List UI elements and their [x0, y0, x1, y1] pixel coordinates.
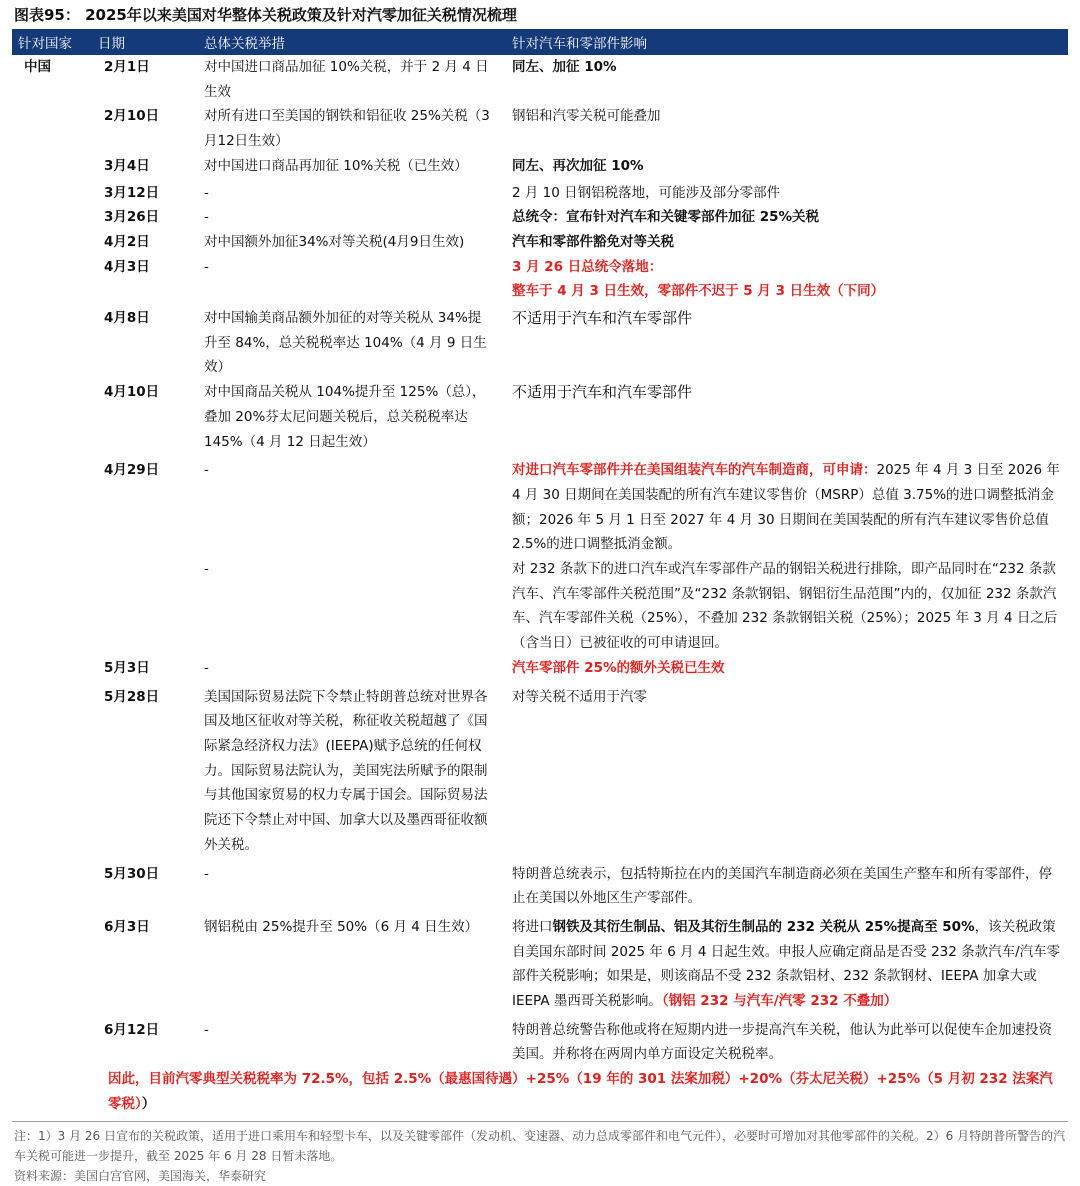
cell-date: 5月28日 — [104, 688, 160, 705]
cell-impact: 对 232 条款下的进口汽车或汽车零部件产品的钢铝关税进行排除，即产品同时在“232 条款汽车、汽车零部件关税范围”及“232 条款钢铝、钢铝衍生品范围”内的，仅加征 232 条款汽车、汽车零部件关税（25%），不叠加 232 条款钢铝关税（25%）；2025 年 3 月 4 日之后（含当日）已被征收的可申请退回。 — [512, 561, 1058, 652]
table-row — [12, 454, 1068, 557]
table-row — [12, 230, 1068, 255]
note: 注：1）3 月 26 日宣布的关税政策，适用于进口乘用车和轻型卡车，以及关键零部件（发动机、变速器、动力总成零部件和电气元件），必要时可增加对其他零部件的关税。2）6 月特朗普所警告的汽车关税可能进一步提升，截至 2025 年 6 月 28 日暂未落地。 — [14, 1128, 1066, 1163]
cell-impact — [506, 255, 1068, 304]
cell-measure: 钢铝税由 25%提升至 50%（6 月 4 日生效） — [204, 918, 479, 935]
impact-highlight: 对进口汽车零部件并在美国组装汽车的汽车制造商，可申请： — [512, 462, 877, 479]
cell-date: 4月2日 — [104, 233, 150, 250]
summary — [12, 1067, 1068, 1116]
cell-impact: 不适用于汽车和汽车零部件 — [512, 383, 693, 402]
header-country: 针对国家 — [18, 36, 72, 52]
cell-measure: 对中国额外加征34%对等关税(4月9日生效) — [204, 233, 465, 250]
cell-date: 3月26日 — [104, 209, 160, 226]
cell-date: 3月12日 — [104, 184, 160, 201]
cell-measure: - — [204, 659, 209, 676]
cell-country: 中国 — [24, 59, 51, 75]
table-row — [12, 104, 1068, 153]
cell-measure: - — [204, 865, 209, 882]
table-row — [12, 255, 1068, 304]
cell-date: 3月4日 — [104, 157, 150, 174]
report-figure — [12, 0, 1068, 1186]
table-row — [12, 656, 1068, 681]
table-header — [12, 29, 1068, 55]
summary-red: 因此，目前汽零典型关税税率为 72.5%，包括 2.5%（最惠国待遇）+25%（19 年的 301 法案加税）+20%（芬太尼关税）+25%（5 月初 232 法案汽零税） — [108, 1071, 1053, 1112]
cell-measure: - — [204, 209, 209, 226]
table-row — [12, 858, 1068, 911]
cell-date: 5月3日 — [104, 659, 150, 676]
summary-end: ） — [141, 1095, 156, 1112]
table-row — [12, 557, 1068, 656]
cell-date: 2月10日 — [104, 108, 160, 125]
impact-bold: 钢铁及其衍生制品、铝及其衍生制品的 232 关税从 25%提高至 50% — [552, 918, 975, 935]
cell-measure: 对所有进口至美国的钢铁和铝征收 25%关税（3月12日生效） — [204, 108, 490, 150]
cell-date: 4月3日 — [104, 258, 150, 275]
impact-highlight: 3 月 26 日总统令落地： — [512, 258, 663, 275]
header-measure: 总体关税举措 — [204, 36, 285, 52]
impact-text: 将进口 — [512, 918, 553, 935]
cell-date: 6月12日 — [104, 1021, 160, 1038]
cell-date: 6月3日 — [104, 918, 150, 935]
cell-date: 4月29日 — [104, 462, 160, 479]
cell-measure: - — [204, 184, 209, 201]
cell-measure: 对中国商品关税从 104%提升至 125%（总），叠加 20%芬太尼问题关税后，总关税税率达 145%（4 月 12 日起生效） — [204, 384, 486, 450]
impact-text: 2025 年 4 月 3 日至 2026 年 4 月 30 日期间在美国装配的所有汽车建议零售价（MSRP）总值 3.75%的进口调整抵消金额；2026 年 5 月 1 日至 2027 年 4 月 30 日期间在美国装配的所有汽车建议零售价总值 2.5%的进口调整抵消金额。 — [512, 462, 1060, 553]
cell-impact — [506, 458, 1068, 557]
cell-measure: 对中国进口商品再加征 10%关税（已生效） — [204, 157, 468, 174]
cell-impact: 不适用于汽车和汽车零部件 — [512, 309, 693, 328]
source: 资料来源：美国白宫官网，美国海关，华泰研究 — [14, 1168, 267, 1183]
cell-measure: - — [204, 1021, 209, 1038]
cell-measure: 美国国际贸易法院下令禁止特朗普总统对世界各国及地区征收对等关税，称征收关税超越了《国际紧急经济权力法》(IEEPA)赋予总统的任何权力。国际贸易法院认为，美国宪法所赋予的限制与其他国家贸易的权力专属于国会。国际贸易法院还下令禁止对中国、加拿大以及墨西哥征收额外关税。 — [204, 688, 488, 853]
cell-measure: 对中国输美商品额外加征的对等关税从 34%提升至 84%，总关税税率达 104%（4 月 9 日生效） — [204, 310, 487, 376]
cell-measure: - — [204, 258, 209, 275]
figure-title: 图表95： 2025年以来美国对华整体关税政策及针对汽零加征关税情况梳理 — [14, 6, 517, 24]
cell-impact: 特朗普总统警告称他或将在短期内进一步提高汽车关税，他认为此举可以促使车企加速投资美国。并称将在两周内单方面设定关税税率。 — [512, 1021, 1052, 1063]
cell-measure: - — [204, 561, 209, 578]
table-row — [12, 911, 1068, 1014]
cell-date: 4月8日 — [104, 310, 150, 327]
table-row — [12, 55, 1068, 104]
table-row — [12, 681, 1068, 858]
table-row — [12, 1014, 1068, 1067]
table-row — [12, 154, 1068, 179]
cell-impact: 特朗普总统表示，包括特斯拉在内的美国汽车制造商必须在美国生产整车和所有零部件，停止在美国以外地区生产零部件。 — [512, 865, 1052, 907]
cell-impact: 同左、加征 10% — [512, 59, 617, 75]
cell-date: 2月1日 — [104, 59, 150, 75]
table-row — [12, 380, 1068, 454]
cell-measure: - — [204, 462, 209, 479]
cell-impact: 2 月 10 日钢铝税落地，可能涉及部分零部件 — [512, 184, 781, 201]
cell-measure: 对中国进口商品加征 10%关税，并于 2 月 4 日生效 — [204, 59, 489, 100]
impact-highlight: 整车于 4 月 3 日生效，零部件不迟于 5 月 3 日生效（下同） — [512, 283, 885, 300]
table-row — [12, 179, 1068, 206]
table-body — [12, 55, 1068, 1067]
impact-text: ，该关税政策自美国东部时间 2025 年 6 月 4 日起生效。申报人应确定商品是否受 232 条款汽车/汽车零部件关税影响；如果是，则该商品不受 232 条款铝材、232 条款钢材、IEEPA 加拿大或 IEEPA 墨西哥关税影响。 — [512, 918, 1061, 1010]
cell-impact: 对等关税不适用于汽零 — [512, 688, 647, 705]
header-impact: 针对汽车和零部件影响 — [512, 36, 647, 52]
cell-date: 4月10日 — [104, 384, 160, 401]
table-row — [12, 205, 1068, 230]
cell-impact: 同左、再次加征 10% — [512, 157, 644, 174]
cell-impact: 钢铝和汽零关税可能叠加 — [512, 108, 661, 125]
cell-impact — [506, 915, 1068, 1014]
impact-highlight: （钢铝 232 与汽车/汽零 232 不叠加） — [661, 993, 898, 1010]
cell-date — [12, 557, 198, 656]
cell-date: 5月30日 — [104, 865, 160, 882]
header-date: 日期 — [98, 36, 125, 52]
cell-impact: 总统令：宣布针对汽车和关键零部件加征 25%关税 — [512, 209, 820, 226]
cell-impact: 汽车零部件 25%的额外关税已生效 — [512, 659, 725, 676]
table-row — [12, 304, 1068, 380]
cell-impact: 汽车和零部件豁免对等关税 — [512, 233, 674, 250]
